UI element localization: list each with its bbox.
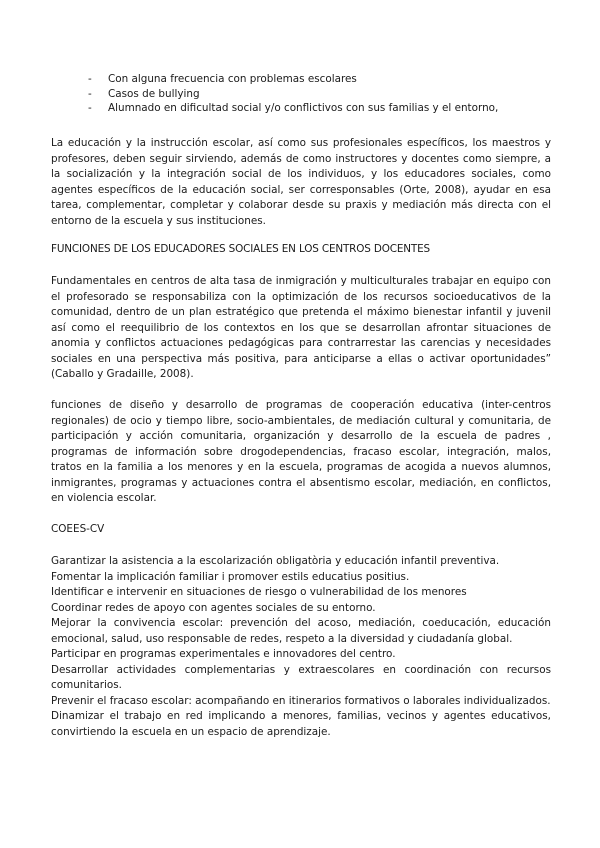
coees-item: Participar en programas experimentales e innovadores del centro. [51, 648, 396, 660]
paragraph-fundamentales: Fundamentales en centros de alta tasa de inmigración y multiculturales trabajar en equipo con el profesorado se responsabiliza con la optimización de los recursos socioeducativos de la comunidad, dentro de un plan estratégico que pretenda el máximo bienestar infantil y juvenil así como el reequilibrio de los contextos en los que se desarrollan afrontar situaciones de anomia y conflictos actuaciones pedagógicas para contrarrestar las carencias y necesidades sociales en una perspectiva más positiva, para anticiparse a ellas o activar oportunidades” (Caballo y Gradaille, 2008). [51, 275, 551, 380]
coees-item: Fomentar la implicación familiar i promover estils educatius positius. [51, 570, 410, 583]
paragraph-education: La educación y la instrucción escolar, así como sus profesionales específicos, los maestros y profesores, deben seguir sirviendo, además de como instructores y docentes como siempre, a la socialización y la integración social de los individuos, y los educadores sociales, como agentes específicos de la educación social, ser corresponsables (Orte, 2008), ayudar en esa tarea, complementar, completar y colaborar desde su praxis y mediación más directa con el entorno de la escuela y sus instituciones. [51, 137, 551, 227]
bullet-list [88, 72, 558, 116]
section-heading-coees: COEES-CV [51, 523, 105, 535]
coees-item: Identificar e intervenir en situaciones de riesgo o vulnerabilidad de los menores [51, 586, 467, 598]
bullet-dash: - [88, 73, 92, 85]
coees-item: Prevenir el fracaso escolar: acompañando en itinerarios formativos o laborales individualizados. [51, 694, 551, 707]
list-item [88, 72, 558, 87]
coees-item: Mejorar la convivencia escolar: prevención del acoso, mediación, coeducación, educación emocional, salud, uso responsable de redes, respeto a la diversidad y ciudadanía global. [51, 617, 551, 645]
coees-item: Desarrollar actividades complementarias y extraescolares en coordinación con recursos comunitarios. [51, 663, 551, 691]
coees-item: Garantizar la asistencia a la escolarización obligatòria y educación infantil preventiva. [51, 555, 500, 567]
list-item [88, 101, 558, 116]
bullet-dash: - [88, 87, 92, 100]
list-item [88, 87, 558, 102]
section-heading-funciones: FUNCIONES DE LOS EDUCADORES SOCIALES EN LOS CENTROS DOCENTES [51, 243, 430, 255]
list-item-text: Casos de bullying [108, 87, 200, 100]
list-item-text: Alumnado en dificultad social y/o conflictivos con sus familias y el entorno, [108, 102, 499, 115]
coees-item: Dinamizar el trabajo en red implicando a menores, familias, vecinos y agentes educativos, convirtiendo la escuela en un espacio de aprendizaje. [51, 710, 551, 738]
paragraph-funciones: funciones de diseño y desarrollo de programas de cooperación educativa (inter-centros regionales) de ocio y tiempo libre, socio-ambientales, de mediación cultural y comunitaria, de participación y acción comunitaria, organización y desarrollo de la escuela de padres , programas de información sobre drogodependencias, fracaso escolar, integración, malos, tratos en la familia a los menores y en la escuela, programas de acogida a nuevos alumnos, inmigrantes, programas y actuaciones contra el absentismo escolar, mediación, en conflictos, en violencia escolar. [51, 399, 551, 504]
list-item-text: Con alguna frecuencia con problemas escolares [108, 73, 357, 85]
coees-item: Coordinar redes de apoyo con agentes sociales de su entorno. [51, 601, 376, 614]
coees-list [51, 554, 551, 740]
bullet-dash: - [88, 102, 92, 115]
